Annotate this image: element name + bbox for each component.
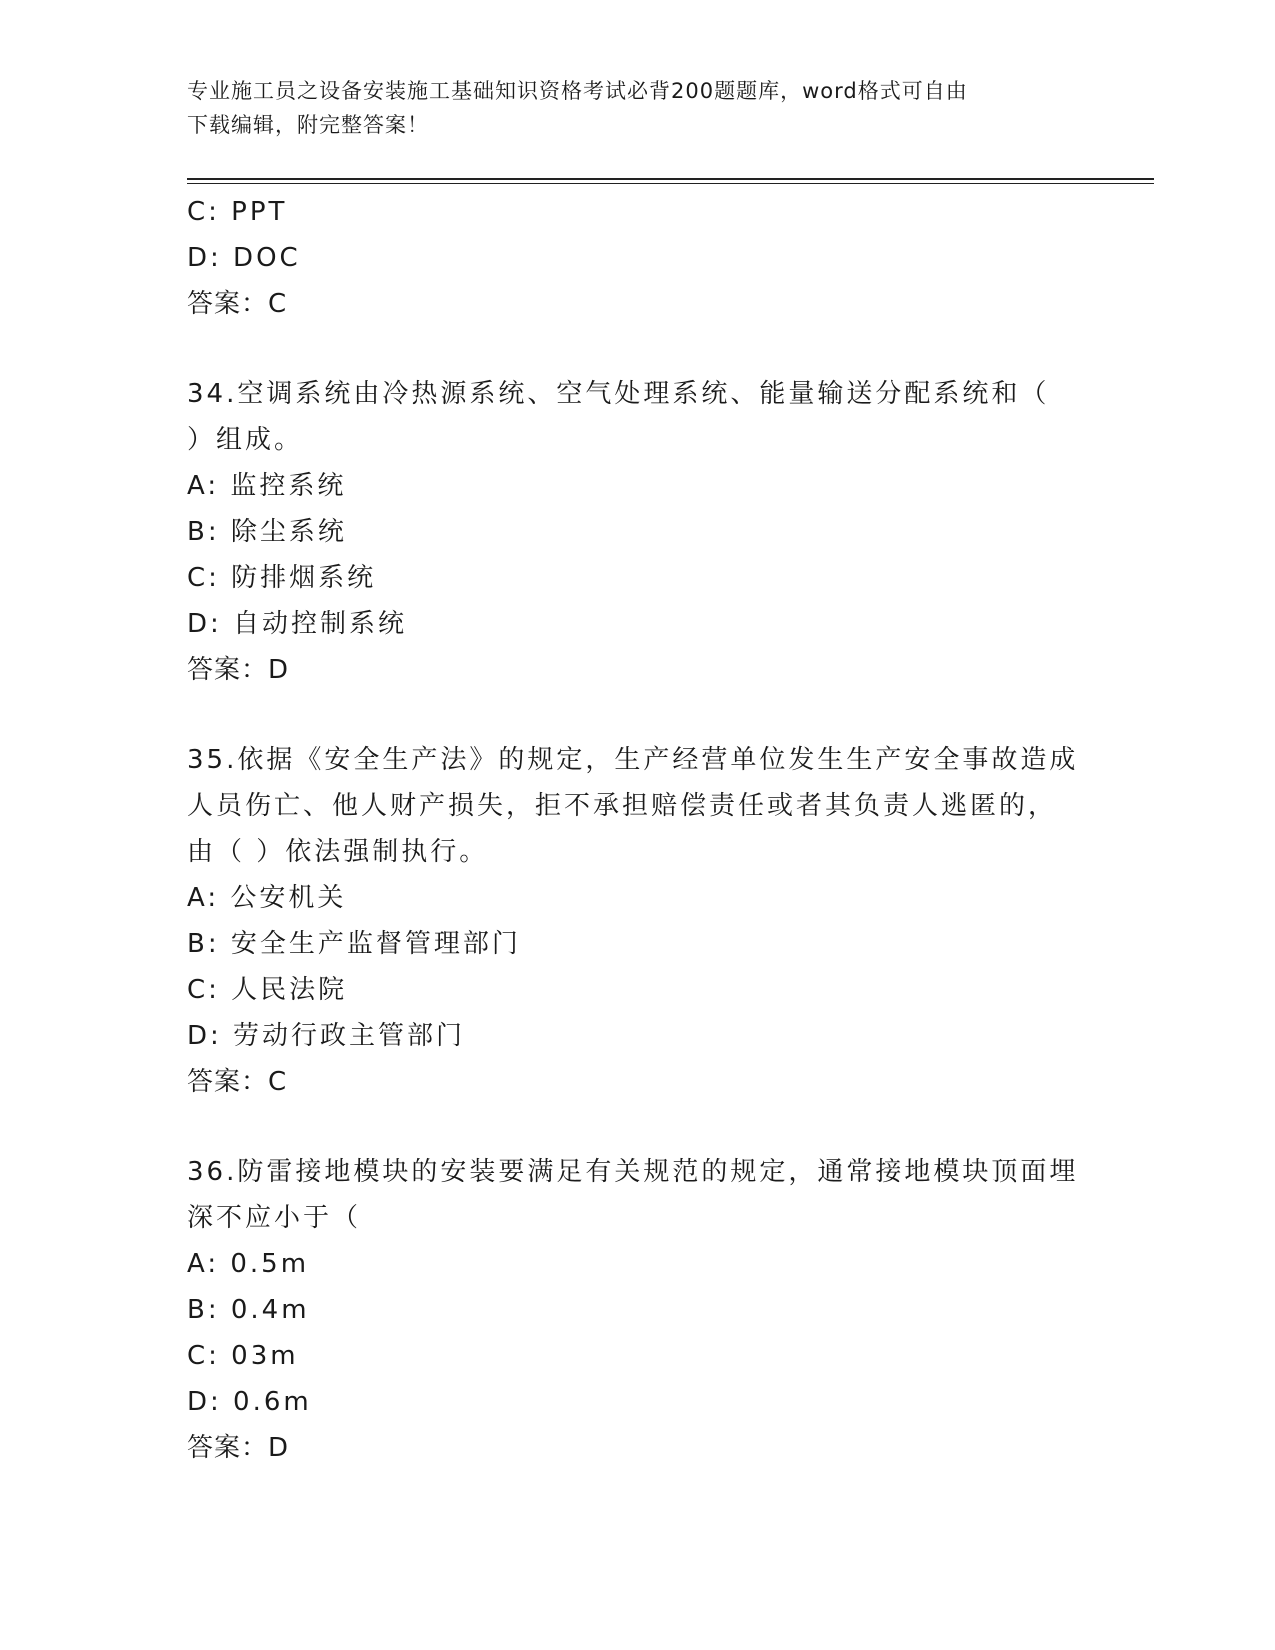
page-header: 专业施工员之设备安装施工基础知识资格考试必背200题题库，word格式可自由 下载编辑，附完整答案！	[187, 79, 968, 137]
header-divider-thin	[187, 183, 1154, 184]
answer-line: 答案：C	[187, 289, 288, 319]
question-text-line: 由（ ）依法强制执行。	[187, 837, 489, 867]
option-d: D: 0.6m	[187, 1387, 312, 1417]
option-d: D: 自动控制系统	[187, 609, 408, 639]
header-divider-thick	[187, 178, 1154, 180]
question-content	[187, 189, 1087, 1471]
option-a: A: 公安机关	[187, 883, 347, 913]
option-a: A: 0.5m	[187, 1249, 310, 1279]
question-text-line: 35.依据《安全生产法》的规定，生产经营单位发生生产安全事故造成	[187, 745, 1079, 775]
question-35	[187, 737, 1087, 1105]
option-b: B: 除尘系统	[187, 517, 347, 547]
option-d: D: 劳动行政主管部门	[187, 1021, 466, 1051]
question-34	[187, 371, 1087, 693]
answer-line: 答案：D	[187, 655, 290, 685]
question-text-line: 36.防雷接地模块的安装要满足有关规范的规定，通常接地模块顶面埋	[187, 1157, 1079, 1187]
option-b: B: 安全生产监督管理部门	[187, 929, 521, 959]
option-a: A: 监控系统	[187, 471, 347, 501]
question-text-line: ）组成。	[187, 425, 304, 455]
question-text-line: 深不应小于（	[187, 1203, 362, 1233]
question-36	[187, 1149, 1087, 1471]
option-d: D: DOC	[187, 243, 301, 273]
option-c: C: PPT	[187, 197, 288, 227]
option-c: C: 防排烟系统	[187, 563, 377, 593]
question-text-line: 人员伤亡、他人财产损失，拒不承担赔偿责任或者其负责人逃匿的，	[187, 791, 1058, 821]
answer-line: 答案：C	[187, 1067, 288, 1097]
option-c: C: 03m	[187, 1341, 299, 1371]
option-b: B: 0.4m	[187, 1295, 310, 1325]
answer-line: 答案：D	[187, 1433, 290, 1463]
option-c: C: 人民法院	[187, 975, 348, 1005]
question-text-line: 34.空调系统由冷热源系统、空气处理系统、能量输送分配系统和（	[187, 379, 1050, 409]
